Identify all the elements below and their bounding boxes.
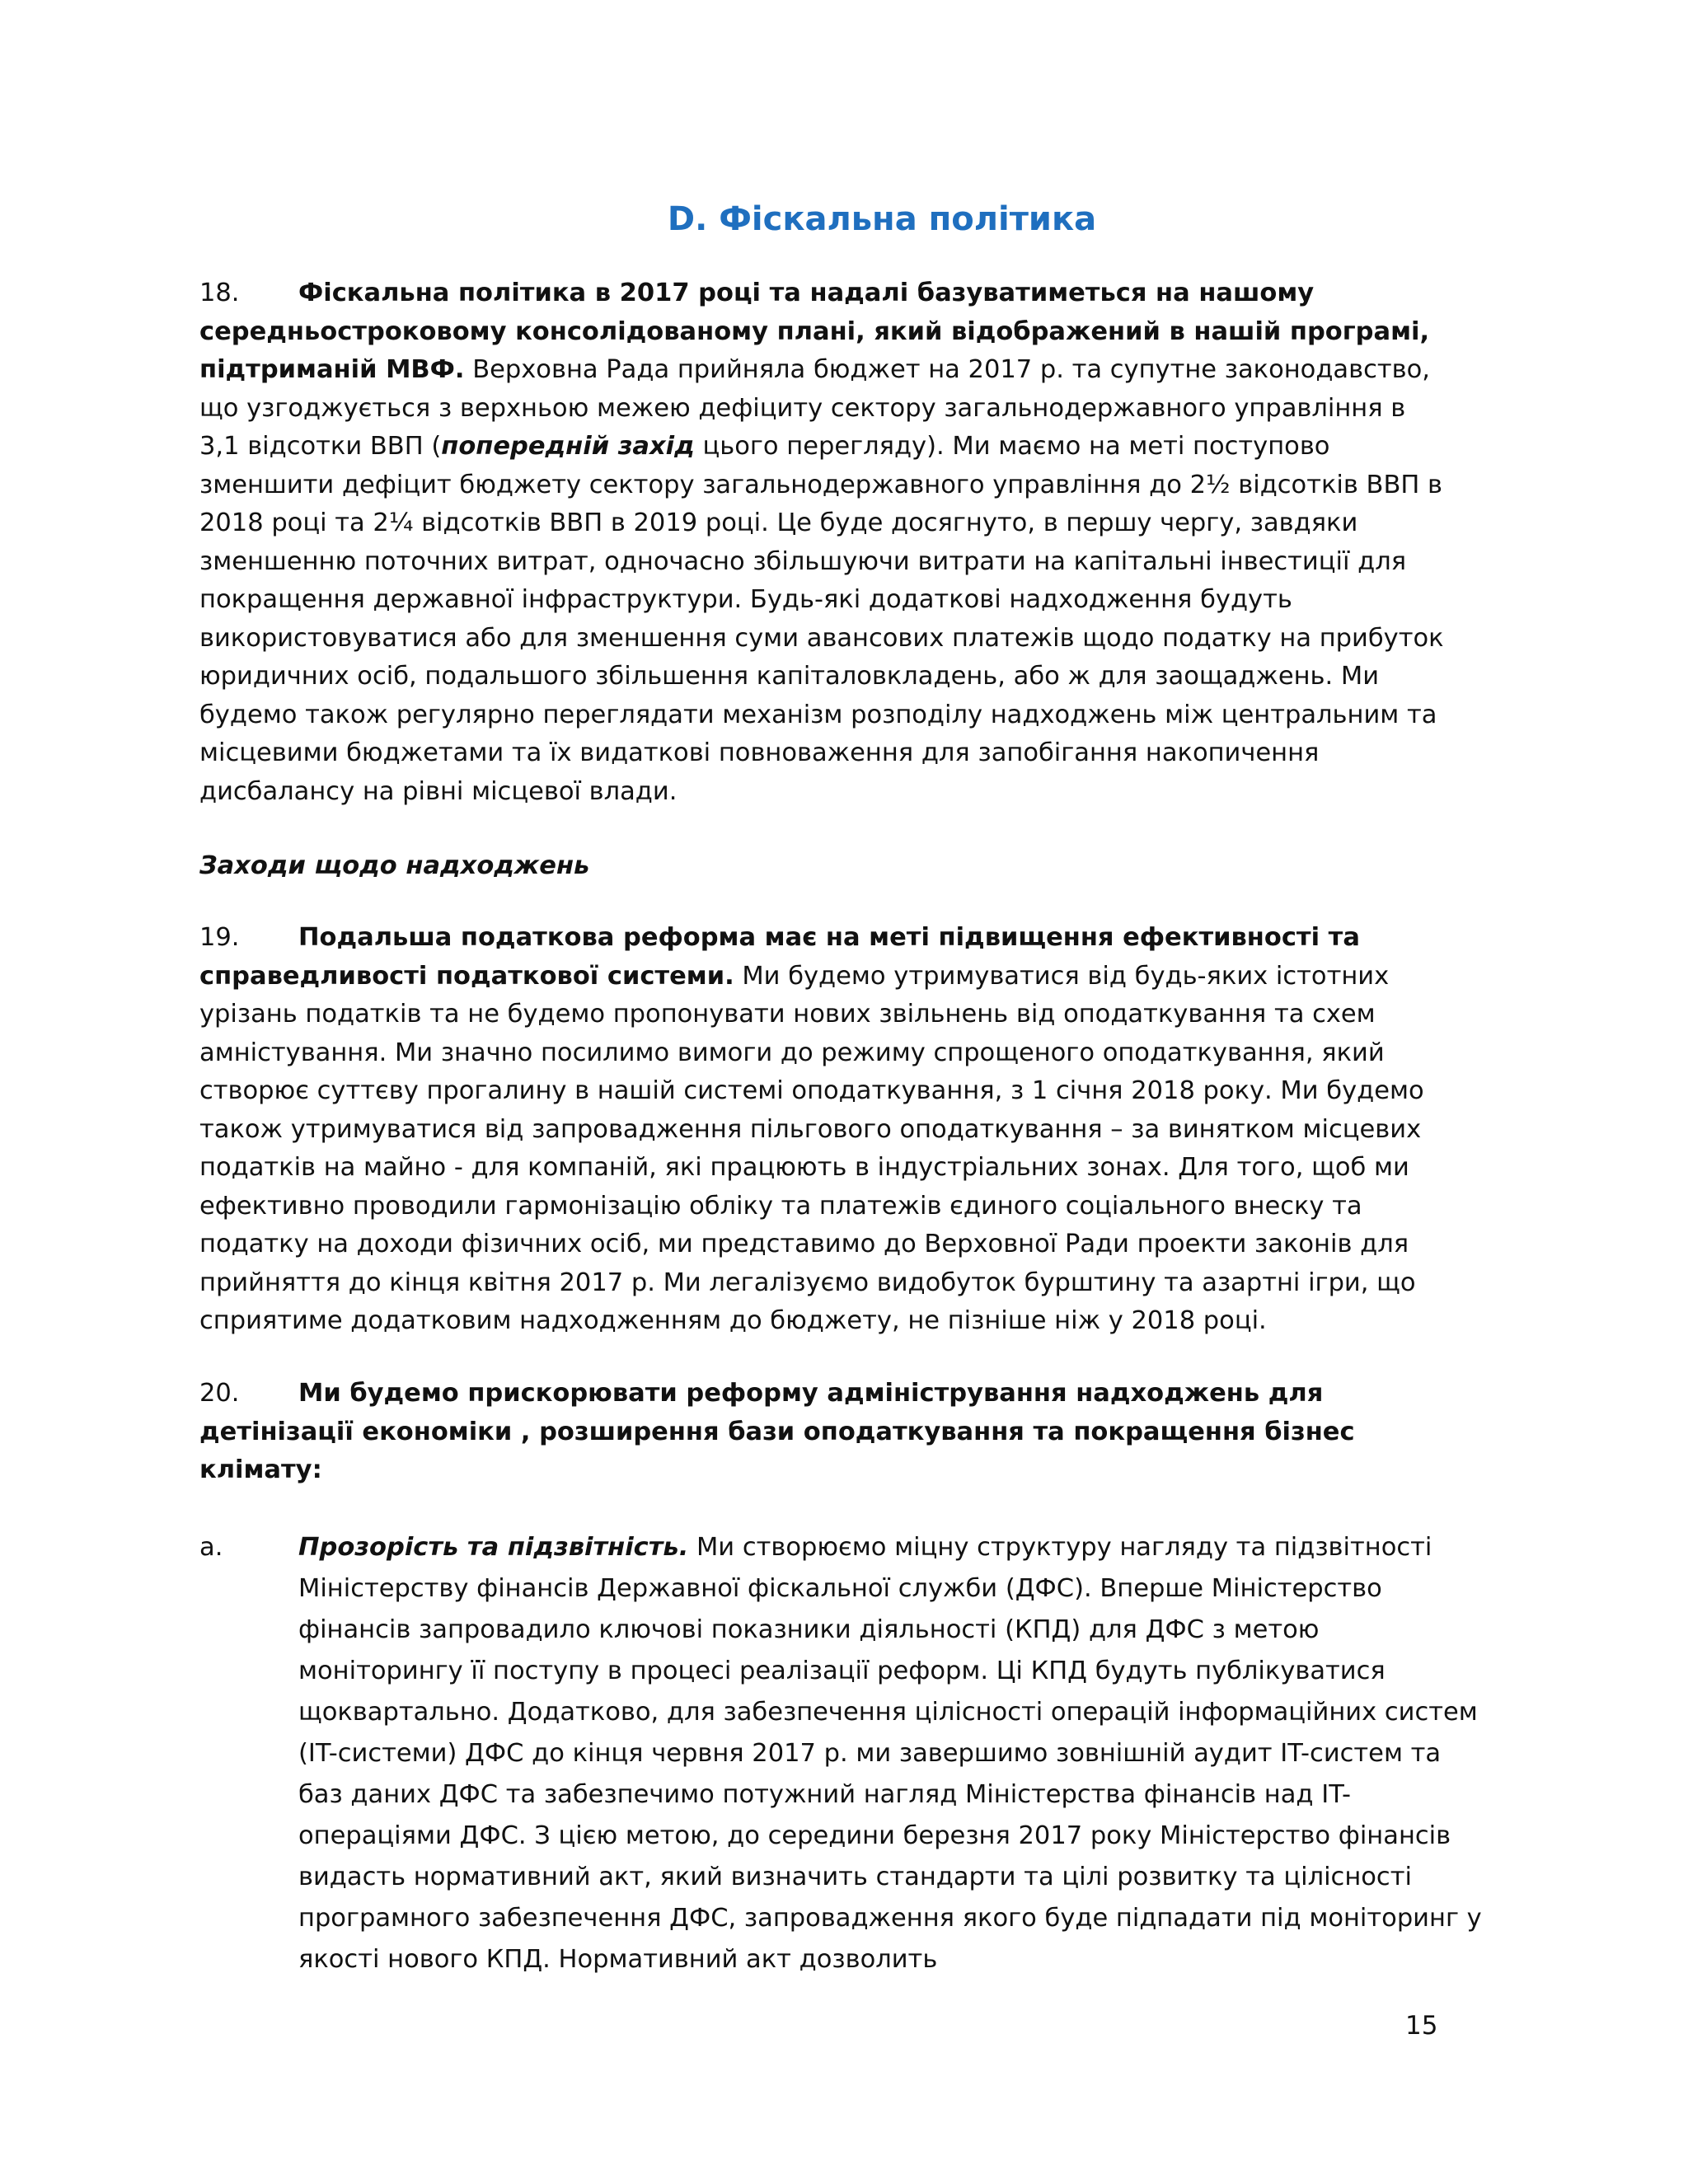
paragraph-19-text	[199, 919, 1452, 1341]
paragraph-number: 18.	[199, 279, 240, 307]
paragraph-number: 20.	[199, 1379, 240, 1408]
list-item-a-body	[298, 1527, 1485, 1980]
paragraph-number: 19.	[199, 923, 240, 952]
paragraph-20-text	[199, 1375, 1452, 1490]
section-title: D. Фіскальна політика	[667, 200, 1097, 238]
paragraph-19	[199, 919, 1452, 1341]
paragraph-18	[199, 274, 1452, 811]
list-item-letter: a.	[199, 1533, 223, 1562]
revenue-measures-heading: Заходи щодо надходжень	[199, 851, 590, 880]
page-number: 15	[1405, 2011, 1438, 2041]
list-item-a-lead: Прозорість та підзвітність.	[298, 1533, 689, 1562]
paragraph-19-body: Ми будемо утримуватися від будь-яких істотних урізань податків та не будемо пропонувати нових звільнень від оподаткування та схем амністування. Ми значно посилимо вимоги до режиму спрощеного оподаткування, який створює суттєву прогалину в нашій системі оподаткування, з 1 січня 2018 року. Ми будемо також утримуватися від запровадження пільгового оподаткування – за винятком місцевих податків на майно - для компаній, які працюють в індустріальних зонах. Для того, щоб ми ефективно проводили гармонізацію обліку та платежів єдиного соціального внеску та податку на доходи фізичних осіб, ми представимо до Верховної Ради проекти законів для прийняття до кінця квітня 2017 р. Ми легалізуємо видобуток бурштину та азартні ігри, що сприятиме додатковим надходженням до бюджету, не пізніше ніж у 2018 році.	[199, 961, 1424, 1335]
list-item-a-text	[298, 1527, 1485, 1980]
paragraph-18-emphasis: попередній захід	[441, 432, 695, 461]
list-item-a-content: Ми створюємо міцну структуру нагляду та підзвітності Міністерству фінансів Державної фіскальної служби (ДФС). Вперше Міністерство фінансів запровадило ключові показники діяльності (КПД) для ДФС з метою моніторингу її поступу в процесі реалізації реформ. Ці КПД будуть публікуватися щоквартально. Додатково, для забезпечення цілісності операцій інформаційних систем (IT-системи) ДФС до кінця червня 2017 р. ми завершимо зовнішній аудит IT-систем та баз даних ДФС та забезпечимо потужний нагляд Міністерства фінансів над IT-операціями ДФС. З цією метою, до середини березня 2017 року Міністерство фінансів видасть нормативний акт, який визначить стандарти та цілі розвитку та цілісності програмного забезпечення ДФС, запровадження якого буде підпадати під моніторинг у якості нового КПД. Нормативний акт дозволить	[298, 1533, 1482, 1974]
paragraph-18-body-2: цього перегляду). Ми маємо на меті поступово зменшити дефіцит бюджету сектору загальнодержавного управління до 2½ відсотків ВВП в 2018 році та 2¼ відсотків ВВП в 2019 році. Це буде досягнуто, в першу чергу, завдяки зменшенню поточних витрат, одночасно збільшуючи витрати на капітальні інвестиції для покращення державної інфраструктури. Будь-які додаткові надходження будуть використовуватися або для зменшення суми авансових платежів щодо податку на прибуток юридичних осіб, подальшого збільшення капіталовкладень, або ж для заощаджень. Ми будемо також регулярно переглядати механізм розподілу надходжень між центральним та місцевими бюджетами та їх видаткові повноваження для запобігання накопичення дисбалансу на рівні місцевої влади.	[199, 432, 1444, 806]
paragraph-18-lead: Фіскальна політика в 2017 році та надалі базуватиметься на нашому середньостроковому консолідованому плані, який відображений в нашій програмі, підтриманій МВФ.	[199, 279, 1430, 384]
paragraph-18-text	[199, 274, 1452, 811]
paragraph-20-lead: Ми будемо прискорювати реформу адміністрування надходжень для детінізації економіки , розширення бази оподаткування та покращення бізнес клімату:	[199, 1379, 1355, 1484]
paragraph-20	[199, 1375, 1452, 1490]
paragraph-18-body-1: Верховна Рада прийняла бюджет на 2017 р. та супутне законодавство, що узгоджується з верхньою межею дефіциту сектору загальнодержавного управління в 3,1 відсотки ВВП (	[199, 355, 1430, 461]
paragraph-19-lead: Подальша податкова реформа має на меті підвищення ефективності та справедливості податкової системи.	[199, 923, 1360, 991]
